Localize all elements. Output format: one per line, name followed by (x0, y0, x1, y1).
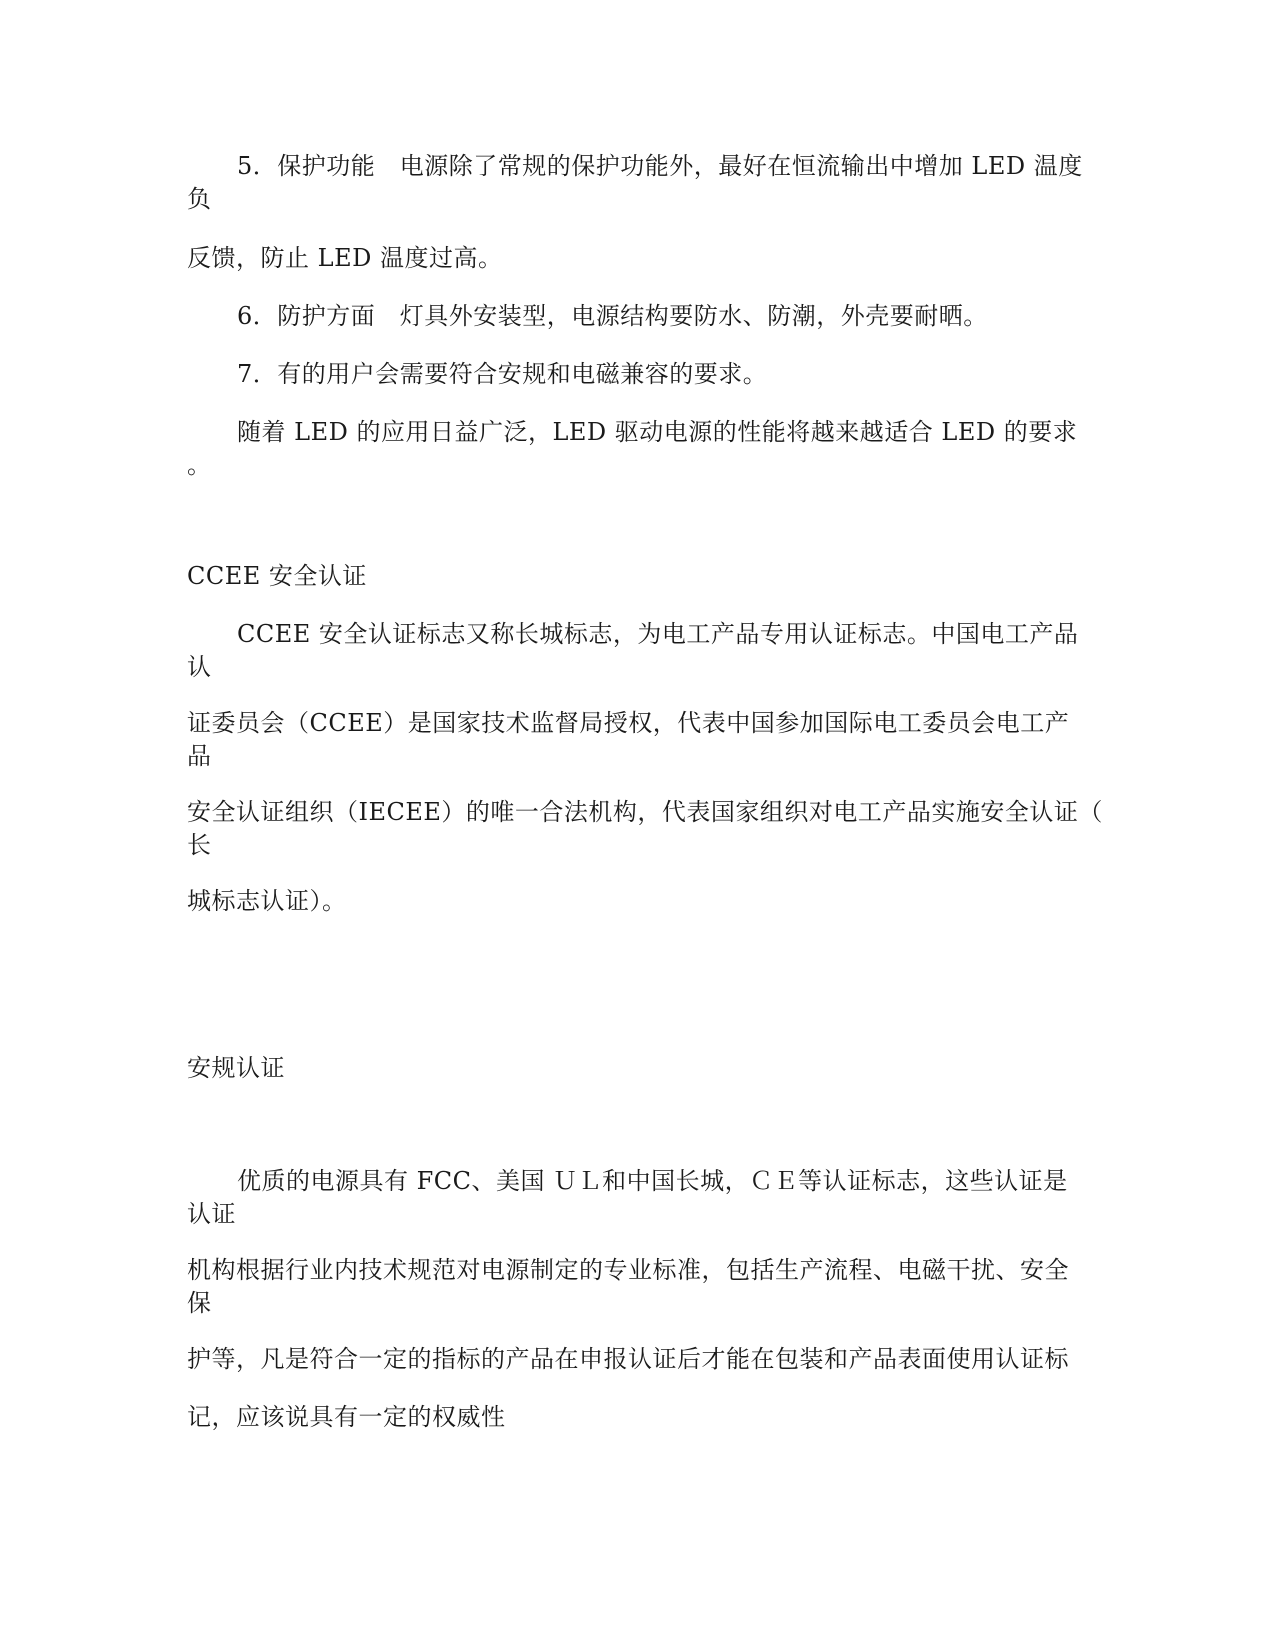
text-line: 5．保护功能 电源除了常规的保护功能外，最好在恒流输出中增加 LED 温度 (237, 152, 1083, 180)
text-line: 护等，凡是符合一定的指标的产品在申报认证后才能在包装和产品表面使用认证标 (187, 1345, 1069, 1373)
text-line: 机构根据行业内技术规范对电源制定的专业标准，包括生产流程、电磁干扰、安全 (187, 1256, 1069, 1284)
text-line: 优质的电源具有 FCC、美国 ＵＬ和中国长城，ＣＥ等认证标志，这些认证是 (237, 1167, 1068, 1195)
section-heading-safety: 安规认证 (187, 1054, 285, 1082)
text-line: 随着 LED 的应用日益广泛，LED 驱动电源的性能将越来越适合 LED 的要求 (237, 418, 1078, 446)
text-line: 长 (187, 831, 212, 859)
text-line: 保 (187, 1289, 212, 1317)
text-line: 反馈，防止 LED 温度过高。 (187, 244, 503, 272)
text-line: CCEE 安全认证标志又称长城标志，为电工产品专用认证标志。中国电工产品 (237, 620, 1079, 648)
text-line: 证委员会（CCEE）是国家技术监督局授权，代表中国参加国际电工委员会电工产 (187, 709, 1070, 737)
section-heading-ccee: CCEE 安全认证 (187, 562, 367, 590)
text-line: 城标志认证）。 (187, 887, 347, 915)
text-line: 品 (187, 742, 212, 770)
text-line: 记，应该说具有一定的权威性 (187, 1403, 506, 1431)
text-line: 负 (187, 185, 212, 213)
text-line: 认 (187, 653, 212, 681)
text-line: 认证 (187, 1200, 236, 1228)
text-line: 6．防护方面 灯具外安装型，电源结构要防水、防潮，外壳要耐晒。 (237, 302, 988, 330)
text-line: 7．有的用户会需要符合安规和电磁兼容的要求。 (237, 360, 768, 388)
text-line: 。 (187, 451, 212, 479)
text-line: 安全认证组织（IECEE）的唯一合法机构，代表国家组织对电工产品实施安全认证（ (187, 798, 1103, 826)
